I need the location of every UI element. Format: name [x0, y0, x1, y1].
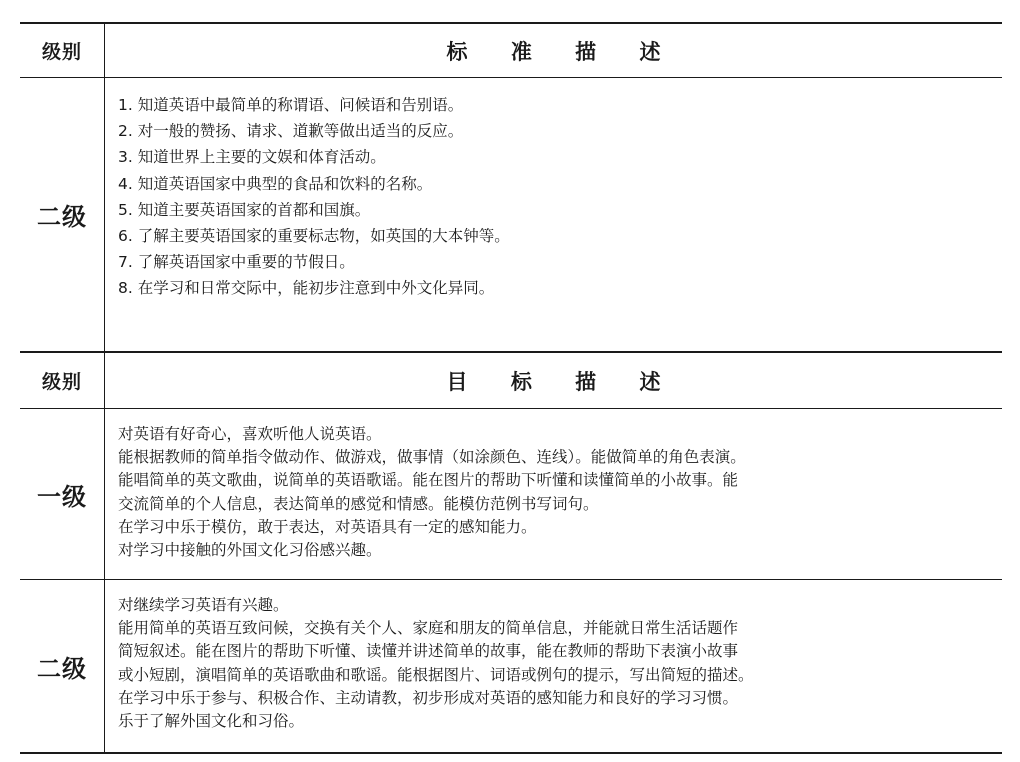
paragraph-line: 乐于了解外国文化和习俗。 — [118, 712, 305, 731]
list-item: 8. 在学习和日常交际中，能初步注意到中外文化异同。 — [118, 279, 495, 298]
paragraph-line: 在学习中乐于模仿，敢于表达，对英语具有一定的感知能力。 — [118, 517, 537, 536]
list-item: 2. 对一般的赞扬、请求、道歉等做出适当的反应。 — [118, 122, 464, 141]
row-content-cell — [118, 594, 998, 733]
list-item: 6. 了解主要英语国家的重要标志物，如英国的大本钟等。 — [118, 227, 510, 246]
table-bottom-rule — [20, 752, 1002, 754]
row-divider-rule — [20, 579, 1002, 580]
paragraph-line: 对学习中接触的外国文化习俗感兴趣。 — [118, 541, 382, 560]
list-item: 5. 知道主要英语国家的首都和国旗。 — [118, 200, 371, 219]
paragraph-line: 交流简单的个人信息，表达简单的感觉和情感。能模仿范例书写词句。 — [118, 494, 599, 513]
list-item: 3. 知道世界上主要的文娱和体育活动。 — [118, 148, 386, 167]
paragraph-line: 简短叙述。能在图片的帮助下听懂、读懂并讲述简单的故事，能在教师的帮助下表演小故事 — [118, 642, 739, 661]
paragraph-line: 能根据教师的简单指令做动作、做游戏，做事情（如涂颜色、连线）。能做简单的角色表演。 — [118, 448, 746, 467]
paragraph-line: 能唱简单的英文歌曲，说简单的英语歌谣。能在图片的帮助下听懂和读懂简单的小故事。能 — [118, 471, 739, 490]
header-title-cell: 目 标 描 述 — [446, 369, 679, 394]
header-level-cell: 级别 — [41, 41, 82, 63]
header-rule-2 — [20, 408, 1002, 409]
list-item: 1. 知道英语中最简单的称谓语、问候语和告别语。 — [118, 96, 464, 114]
row-content-cell — [118, 92, 998, 302]
row-level-cell: 二级 — [37, 654, 87, 683]
paragraph-line: 对英语有好奇心，喜欢听他人说英语。 — [118, 425, 382, 443]
paragraph-line: 在学习中乐于参与、积极合作、主动请教，初步形成对英语的感知能力和良好的学习习惯。 — [118, 688, 739, 707]
paragraph-line: 或小短剧，演唱简单的英语歌曲和歌谣。能根据图片、词语或例句的提示，写出简短的描述。 — [118, 665, 754, 684]
row-content-cell — [118, 423, 998, 562]
paragraph-line: 对继续学习英语有兴趣。 — [118, 596, 289, 614]
header-level-cell: 级别 — [41, 371, 82, 393]
paragraph-line: 能用简单的英语互致问候，交换有关个人、家庭和朋友的简单信息，并能就日常生活话题作 — [118, 619, 739, 638]
header-title-cell: 标 准 描 述 — [446, 39, 679, 64]
row-level-cell: 一级 — [37, 482, 87, 511]
row-level-cell: 二级 — [37, 203, 87, 231]
header-rule-1 — [20, 77, 1002, 78]
column-divider-2 — [104, 353, 105, 752]
list-item: 4. 知道英语国家中典型的食品和饮料的名称。 — [118, 174, 433, 193]
list-item: 7. 了解英语国家中重要的节假日。 — [118, 253, 355, 272]
